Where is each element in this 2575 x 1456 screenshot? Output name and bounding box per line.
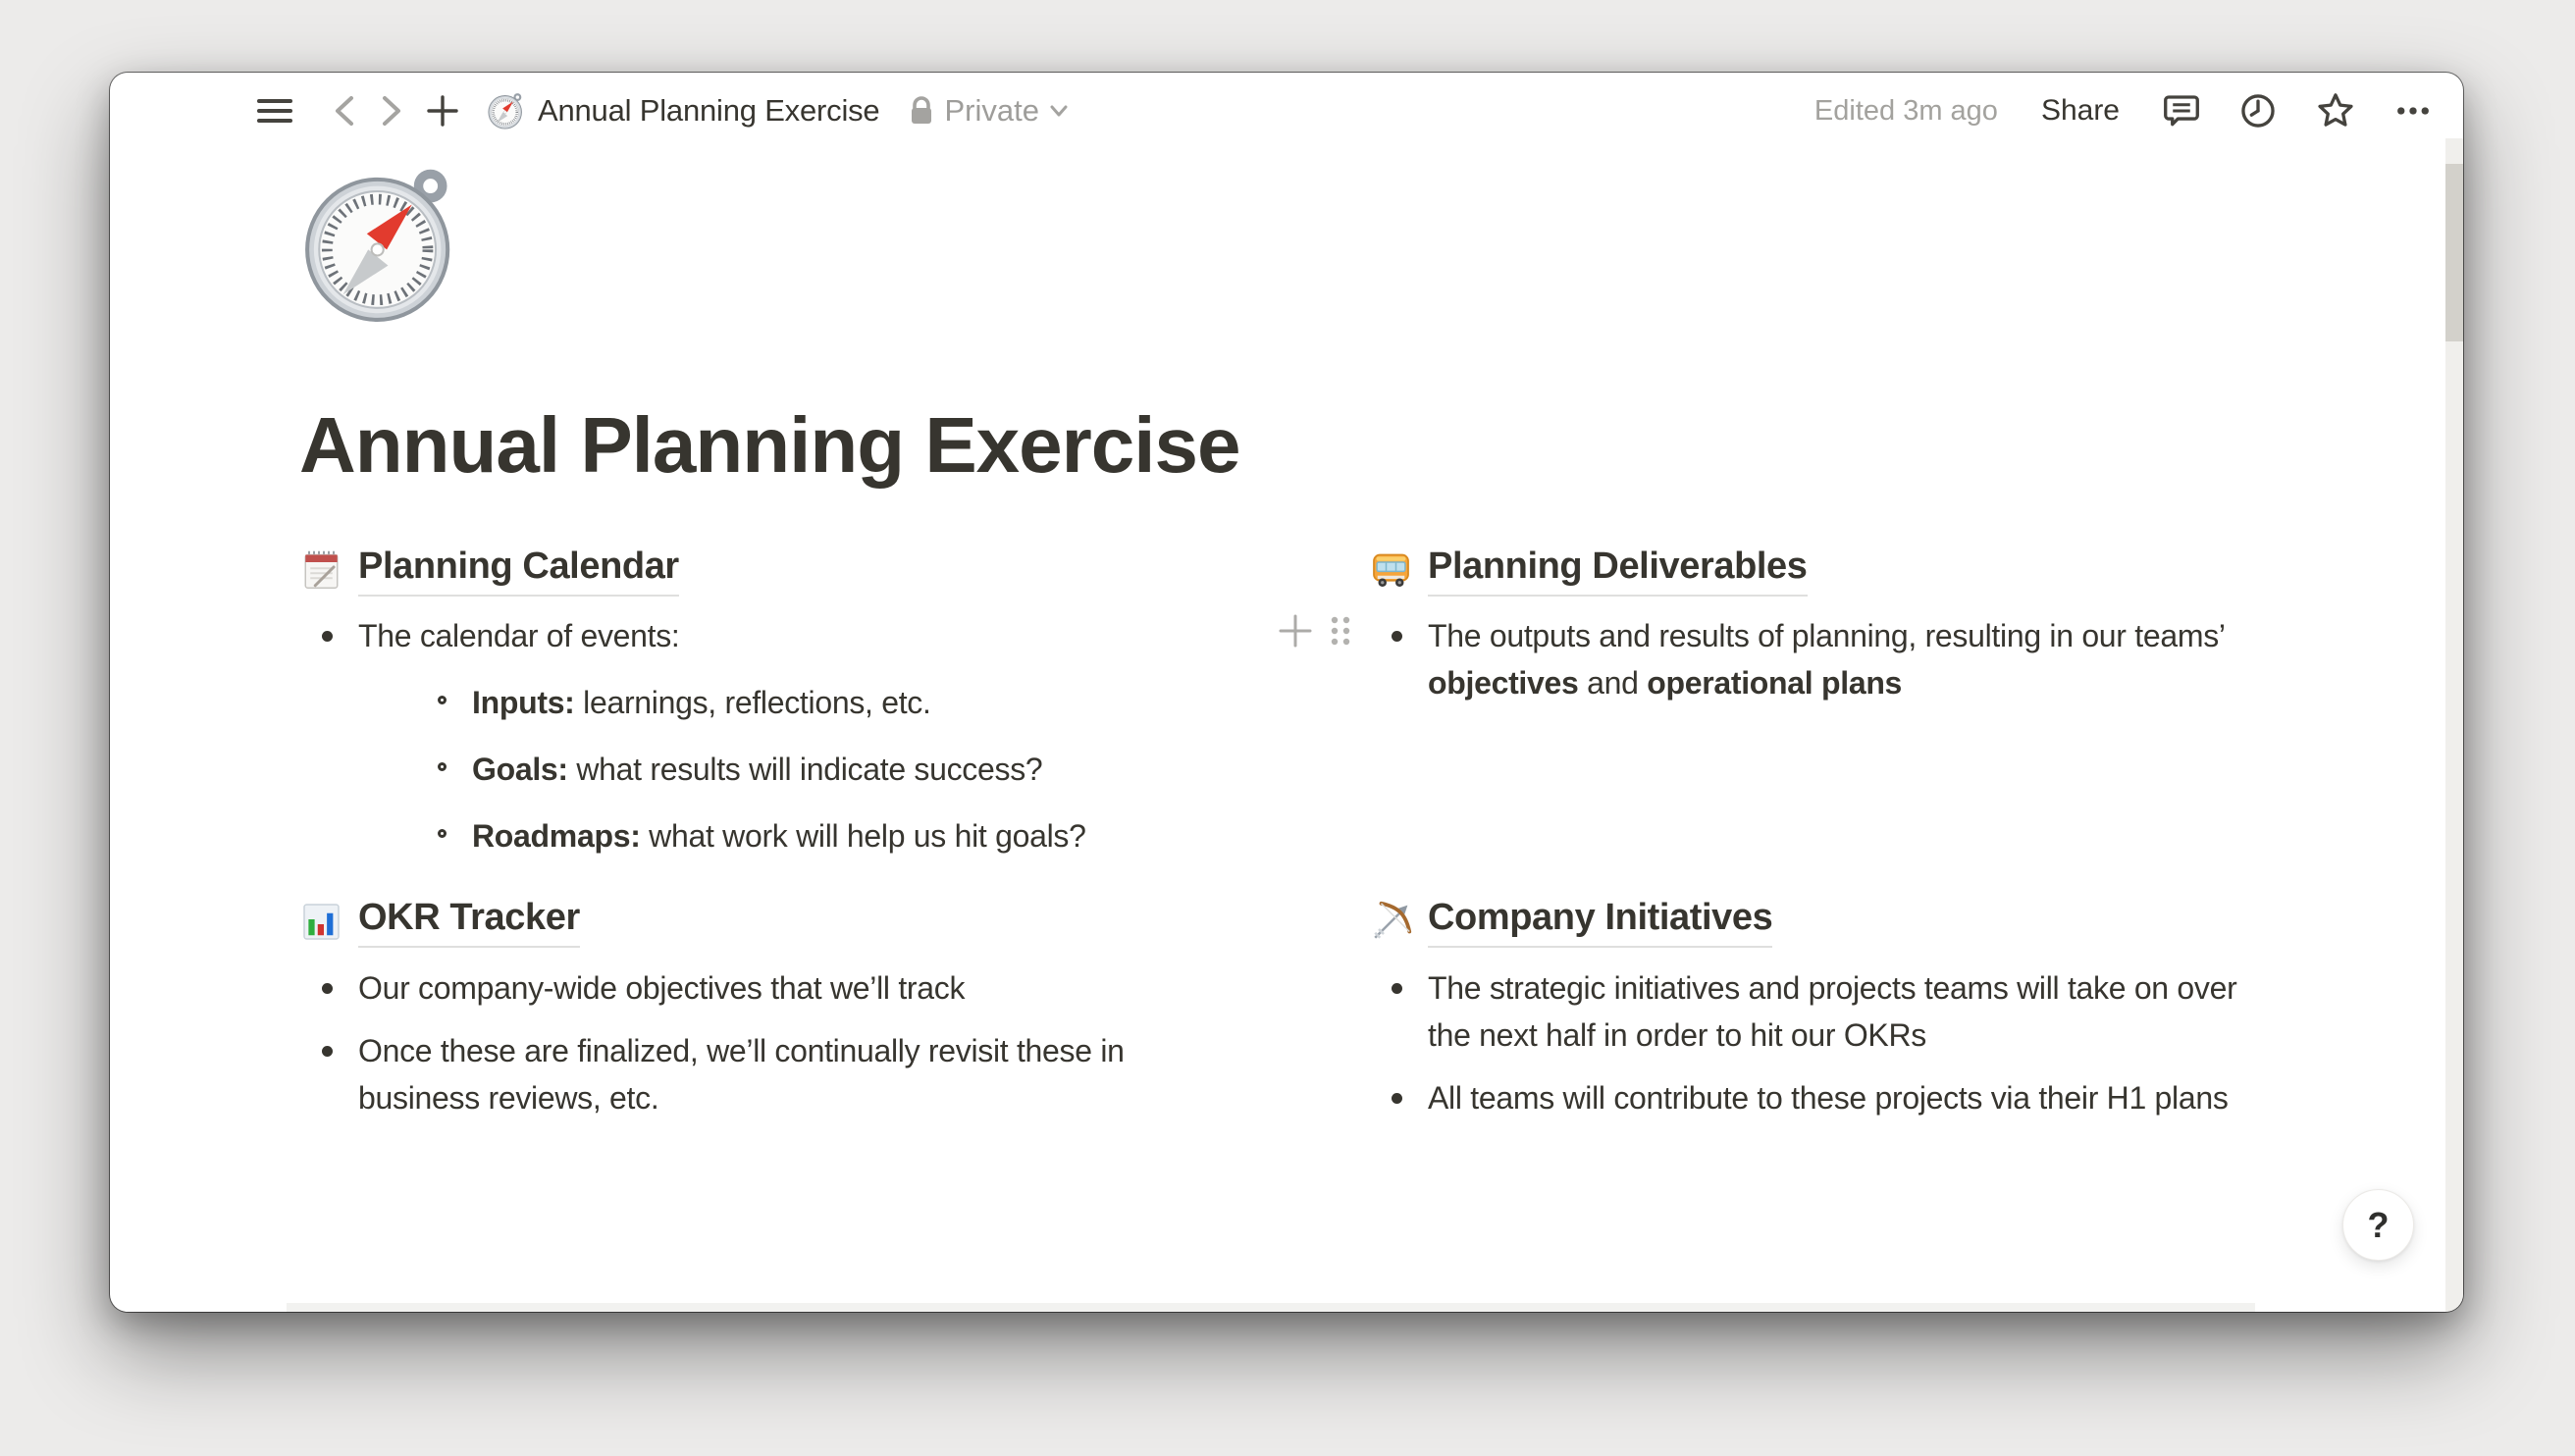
help-button[interactable]: ? bbox=[2342, 1189, 2414, 1261]
bullet-text: The strategic initiatives and projects teams will take on over the next half in order to hit our OKRs bbox=[1428, 969, 2237, 1053]
more-ellipsis-icon[interactable] bbox=[2392, 90, 2434, 131]
bullet-marker bbox=[322, 631, 333, 642]
bullet-item[interactable] bbox=[358, 679, 1202, 726]
section-planning-deliverables bbox=[1369, 544, 2247, 859]
bullet-marker bbox=[322, 983, 333, 994]
bullet-text: The calendar of events: bbox=[358, 618, 680, 654]
bullet-text: Our company-wide objectives that we’ll track bbox=[358, 969, 966, 1006]
section-heading: Company Initiatives bbox=[1428, 895, 1772, 948]
page-link-planning-deliverables[interactable] bbox=[1369, 544, 1808, 597]
bullet-item[interactable] bbox=[1369, 964, 2247, 1059]
favorite-star-icon[interactable] bbox=[2314, 89, 2357, 132]
bullet-item[interactable] bbox=[1369, 612, 2247, 706]
lock-icon bbox=[909, 95, 934, 127]
next-block-peek bbox=[287, 1303, 2255, 1312]
bullet-text: and bbox=[1578, 665, 1648, 702]
bullet-item[interactable] bbox=[1369, 1074, 2247, 1121]
bullet-marker bbox=[1392, 983, 1402, 994]
share-button[interactable]: Share bbox=[2040, 94, 2120, 127]
add-block-plus-icon[interactable] bbox=[1277, 612, 1314, 654]
two-column-layout bbox=[299, 544, 2352, 1121]
privacy-label: Private bbox=[944, 93, 1039, 128]
section-heading: OKR Tracker bbox=[358, 895, 580, 948]
page-icon-compass[interactable] bbox=[299, 165, 458, 324]
bullet-text: what results will indicate success? bbox=[567, 752, 1043, 788]
bullet-text-bold: Roadmaps: bbox=[472, 818, 641, 855]
comments-icon[interactable] bbox=[2161, 90, 2202, 131]
bullet-text: All teams will contribute to these projects via their H1 plans bbox=[1428, 1079, 2229, 1116]
bullet-text: what work will help us hit goals? bbox=[640, 818, 1086, 855]
section-heading: Planning Calendar bbox=[358, 544, 679, 597]
bullet-marker bbox=[438, 696, 447, 704]
forward-icon[interactable] bbox=[379, 94, 404, 128]
bullet-text-bold: objectives bbox=[1428, 665, 1579, 702]
spiral-notepad-icon bbox=[299, 547, 343, 592]
section-company-initiatives bbox=[1369, 895, 2247, 1120]
bullet-item[interactable] bbox=[299, 1027, 1202, 1121]
bullet-item[interactable] bbox=[299, 612, 1202, 859]
bullet-marker bbox=[438, 829, 447, 838]
hamburger-menu-icon[interactable] bbox=[257, 97, 292, 125]
bullet-item[interactable] bbox=[358, 746, 1202, 793]
new-page-icon[interactable] bbox=[426, 94, 459, 128]
chevron-down-icon bbox=[1049, 104, 1069, 118]
bullet-item[interactable] bbox=[299, 964, 1202, 1012]
bullet-text-bold: operational plans bbox=[1647, 665, 1903, 702]
page-title[interactable]: Annual Planning Exercise bbox=[299, 401, 1240, 489]
page-link-company-initiatives[interactable] bbox=[1369, 895, 1772, 948]
section-okr-tracker bbox=[299, 895, 1202, 1120]
toolbar-left-group bbox=[257, 92, 1069, 130]
compass-icon bbox=[299, 165, 458, 324]
bullet-marker bbox=[322, 1046, 333, 1057]
page-content bbox=[110, 165, 2352, 1121]
toolbar-right-group bbox=[1814, 89, 2434, 132]
bullet-item[interactable] bbox=[358, 812, 1202, 859]
bullet-marker bbox=[438, 762, 447, 771]
scrollbar-thumb[interactable] bbox=[2445, 164, 2463, 341]
drag-handle-icon[interactable] bbox=[1328, 612, 1353, 654]
bullet-text: learnings, reflections, etc. bbox=[574, 685, 931, 721]
back-icon[interactable] bbox=[332, 94, 357, 128]
page-link-okr-tracker[interactable] bbox=[299, 895, 580, 948]
breadcrumb-page-title[interactable]: Annual Planning Exercise bbox=[538, 93, 880, 128]
edited-timestamp: Edited 3m ago bbox=[1813, 94, 1998, 127]
compass-icon[interactable] bbox=[487, 92, 524, 130]
page-link-planning-calendar[interactable] bbox=[299, 544, 679, 597]
bullet-text: The outputs and results of planning, resulting in our teams’ bbox=[1428, 618, 2225, 654]
bus-icon bbox=[1369, 547, 1413, 592]
scrollbar-track[interactable] bbox=[2445, 138, 2463, 1312]
bullet-text-bold: Goals: bbox=[472, 752, 568, 788]
updates-clock-icon[interactable] bbox=[2237, 90, 2279, 131]
bow-and-arrow-icon bbox=[1369, 900, 1413, 944]
bullet-marker bbox=[1392, 631, 1402, 642]
bullet-marker bbox=[1392, 1093, 1402, 1104]
section-heading: Planning Deliverables bbox=[1428, 544, 1808, 597]
block-hover-controls bbox=[1277, 612, 1353, 654]
notion-window bbox=[110, 73, 2463, 1312]
toolbar bbox=[110, 73, 2463, 141]
section-planning-calendar bbox=[299, 544, 1202, 859]
bar-chart-icon bbox=[299, 900, 343, 944]
bullet-text: Once these are finalized, we’ll continually revisit these in business reviews, etc. bbox=[358, 1032, 1125, 1116]
bullet-text-bold: Inputs: bbox=[472, 685, 575, 721]
privacy-dropdown[interactable] bbox=[909, 93, 1068, 129]
